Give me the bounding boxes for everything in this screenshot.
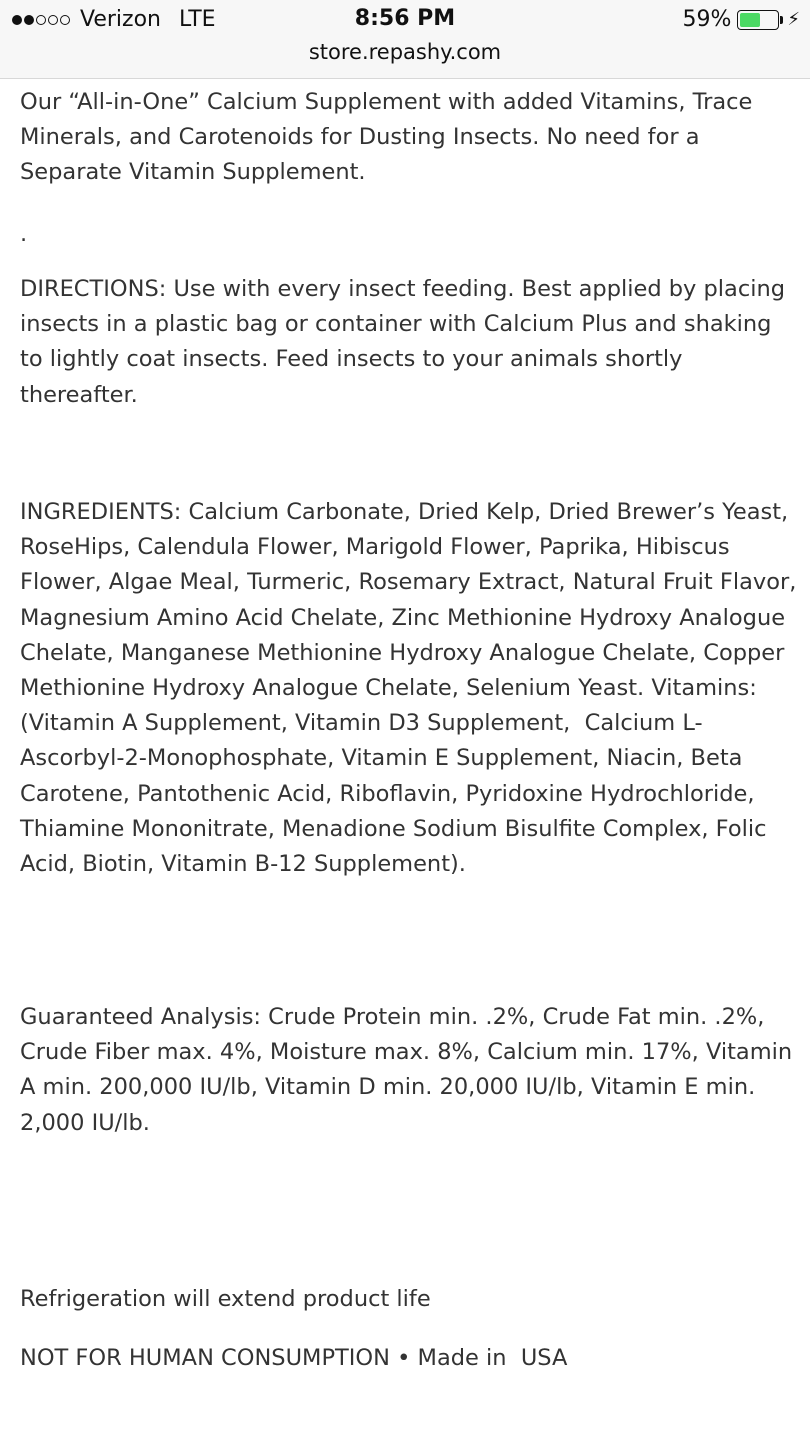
refrigeration-note: Refrigeration will extend product life <box>20 1286 431 1312</box>
clock: 8:56 PM <box>354 6 456 31</box>
battery-percent: 59% <box>682 7 732 32</box>
battery-info <box>682 7 800 32</box>
separator-dot: . <box>20 221 28 247</box>
directions-paragraph: DIRECTIONS: Use with every insect feeding. Best applied by placing insects in a plastic bag or container with Calcium Plus and shaking to lightly coat insects. Feed insects to your animals shortly thereafter. <box>20 276 793 408</box>
network-type: LTE <box>179 7 216 32</box>
status-bar <box>0 0 810 79</box>
ingredients-paragraph: INGREDIENTS: Calcium Carbonate, Dried Kelp, Dried Brewer’s Yeast, RoseHips, Calendula Flower, Marigold Flower, Paprika, Hibiscus Flower, Algae Meal, Turmeric, Rosemary Extract, Natural Fruit Flavor, Magnesium Amino Acid Chelate, Zinc Methionine Hydroxy Analogue Chelate, Manganese Methionine Hydroxy Analogue Chelate, Copper Methionine Hydroxy Analogue Chelate, Selenium Yeast. Vitamins: (Vitamin A Supplement, Vitamin D3 Supplement, Calcium L-Ascorbyl-2-Monophosphate, Vitamin E Supplement, Niacin, Beta Carotene, Pantothenic Acid, Riboflavin, Pyridoxine Hydrochloride, Thiamine Mononitrate, Menadione Sodium Bisulfite Complex, Folic Acid, Biotin, Vitamin B-12 Supplement). <box>20 499 804 878</box>
bolt-icon: ⚡︎ <box>787 9 800 30</box>
address-bar-url[interactable]: store.repashy.com <box>308 40 502 64</box>
battery-tip <box>780 16 783 24</box>
battery-icon <box>737 10 779 30</box>
guaranteed-analysis-paragraph: Guaranteed Analysis: Crude Protein min. .2%, Crude Fat min. .2%, Crude Fiber max. 4%, Moisture max. 8%, Calcium min. 17%, Vitamin A min. 200,000 IU/lb, Vitamin D min. 20,000 IU/lb, Vitamin E min. 2,000 IU/lb. <box>20 1004 800 1136</box>
battery-level-fill <box>740 13 760 27</box>
carrier-name: Verizon <box>80 7 161 32</box>
intro-paragraph: Our “All-in-One” Calcium Supplement with added Vitamins, Trace Minerals, and Carotenoids for Dusting Insects. No need for a Separate Vitamin Supplement. <box>20 89 760 186</box>
consumption-notice: NOT FOR HUMAN CONSUMPTION • Made in USA <box>20 1345 568 1371</box>
